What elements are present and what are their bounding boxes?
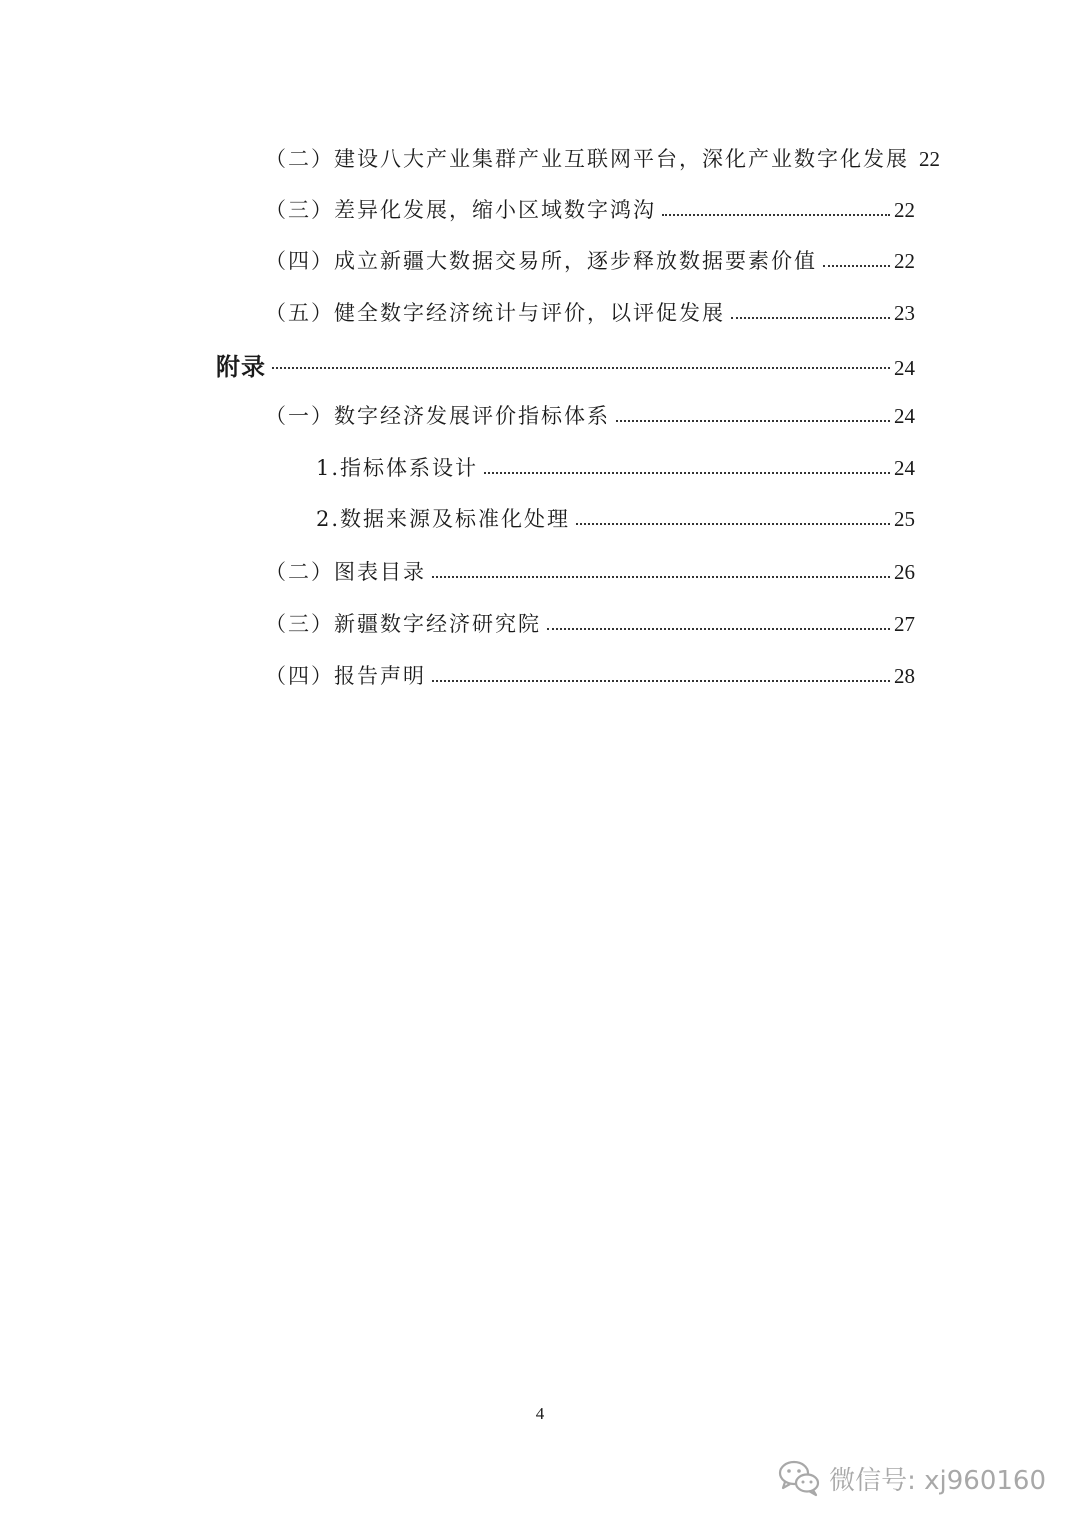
toc-entry xyxy=(265,400,915,430)
toc-entry-title: 2.数据来源及标准化处理 xyxy=(316,507,571,531)
toc-entry xyxy=(265,660,915,690)
toc-entry xyxy=(265,194,915,224)
toc-leader-dots xyxy=(731,317,890,319)
toc-entry-title: （三）差异化发展，缩小区域数字鸿沟 xyxy=(265,198,656,222)
toc-entry-title: （一）数字经济发展评价指标体系 xyxy=(265,404,610,428)
toc-entry-page: 26 xyxy=(894,560,915,584)
toc-leader-dots xyxy=(547,628,890,630)
toc-leader-dots xyxy=(432,680,890,682)
toc-entry-page: 28 xyxy=(894,664,915,688)
toc-entry xyxy=(265,556,915,586)
toc-entry-title: （二）建设八大产业集群产业互联网平台，深化产业数字化发展 xyxy=(265,147,909,171)
toc-entry xyxy=(265,608,915,638)
toc-leader-dots xyxy=(272,367,890,369)
toc-entry-title: 1.指标体系设计 xyxy=(316,456,479,480)
toc-leader-dots xyxy=(823,265,890,267)
toc-entry-title: （五）健全数字经济统计与评价，以评促发展 xyxy=(265,301,725,325)
toc-entry-title: （四）成立新疆大数据交易所，逐步释放数据要素价值 xyxy=(265,249,817,273)
toc-leader-dots xyxy=(576,523,890,525)
toc-entry xyxy=(265,297,915,327)
toc-entry-page: 24 xyxy=(894,404,915,428)
toc-entry xyxy=(316,503,915,533)
watermark xyxy=(777,1458,1046,1498)
toc-entry-page: 24 xyxy=(894,456,915,480)
toc-entry xyxy=(265,143,940,173)
toc-leader-dots xyxy=(616,420,890,422)
toc-entry-page: 22 xyxy=(894,198,915,222)
toc-entry-page: 22 xyxy=(894,249,915,273)
toc-entry-title: （三）新疆数字经济研究院 xyxy=(265,612,541,636)
wechat-icon xyxy=(777,1458,821,1498)
toc-entry xyxy=(216,347,915,381)
toc-entry-page: 27 xyxy=(894,612,915,636)
toc-entry-page: 24 xyxy=(894,356,915,380)
toc-leader-dots xyxy=(484,472,890,474)
toc-entry-title: 附录 xyxy=(216,353,266,381)
page-number: 4 xyxy=(535,1404,545,1423)
toc-entry-title: （四）报告声明 xyxy=(265,664,426,688)
toc-entry-page: 23 xyxy=(894,301,915,325)
toc-leader-dots xyxy=(432,576,890,578)
toc-entry-page: 22 xyxy=(919,147,940,171)
toc-leader-dots xyxy=(662,214,890,216)
toc-entry-title: （二）图表目录 xyxy=(265,560,426,584)
table-of-contents xyxy=(0,0,1080,720)
toc-entry xyxy=(265,245,915,275)
toc-entry xyxy=(316,452,915,482)
watermark-text: 微信号: xj960160 xyxy=(829,1465,1046,1496)
toc-entry-page: 25 xyxy=(894,507,915,531)
